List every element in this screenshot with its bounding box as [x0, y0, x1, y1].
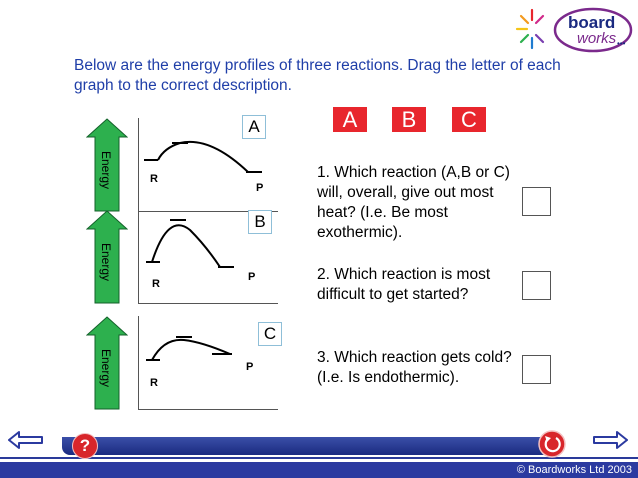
drag-tile-a[interactable]: A	[333, 107, 367, 132]
logo-text-works: works	[577, 30, 617, 47]
product-label: P	[248, 271, 256, 283]
graph-tag-a: A	[242, 115, 266, 139]
graph-tag-b: B	[248, 210, 272, 234]
energy-axis-label: Energy	[99, 242, 113, 282]
reactant-label: R	[150, 377, 158, 389]
energy-axis-label: Energy	[99, 150, 113, 190]
energy-axis-arrow-icon	[86, 316, 128, 410]
boardworks-logo	[515, 6, 635, 54]
logo-text-board: board	[568, 13, 616, 32]
copyright-text: © Boardworks Ltd 2003	[516, 464, 632, 476]
drop-target-1[interactable]	[522, 187, 551, 216]
energy-axis-label: Energy	[99, 348, 113, 388]
previous-arrow-icon[interactable]	[8, 430, 44, 450]
reset-button[interactable]	[538, 430, 566, 458]
sunburst-icon	[517, 10, 543, 48]
reactant-label: R	[150, 173, 158, 185]
question-3: 3. Which reaction gets cold? (I.e. Is endothermic).	[317, 349, 512, 386]
footer-bar	[62, 437, 550, 455]
reaction-profile-curve	[138, 316, 278, 410]
instructions-text: Below are the energy profiles of three reactions. Drag the letter of each graph to the correct description.	[74, 57, 561, 94]
drag-tile-c[interactable]: C	[452, 107, 486, 132]
question-1: 1. Which reaction (A,B or C) will, overall, give out most heat? (I.e. Be most exothermic).	[317, 164, 510, 241]
drop-target-3[interactable]	[522, 355, 551, 384]
graph-tag-c: C	[258, 322, 282, 346]
energy-axis-arrow-icon	[86, 210, 128, 304]
drag-tile-b[interactable]: B	[392, 107, 426, 132]
logo-dots: •••	[617, 39, 626, 48]
question-2: 2. Which reaction is most difficult to get started?	[317, 266, 491, 303]
next-arrow-icon[interactable]	[592, 430, 628, 450]
reactant-label: R	[152, 278, 160, 290]
product-label: P	[246, 361, 254, 373]
product-label: P	[256, 182, 264, 194]
energy-axis-arrow-icon	[86, 118, 128, 212]
drop-target-2[interactable]	[522, 271, 551, 300]
help-button[interactable]: ?	[72, 433, 98, 459]
